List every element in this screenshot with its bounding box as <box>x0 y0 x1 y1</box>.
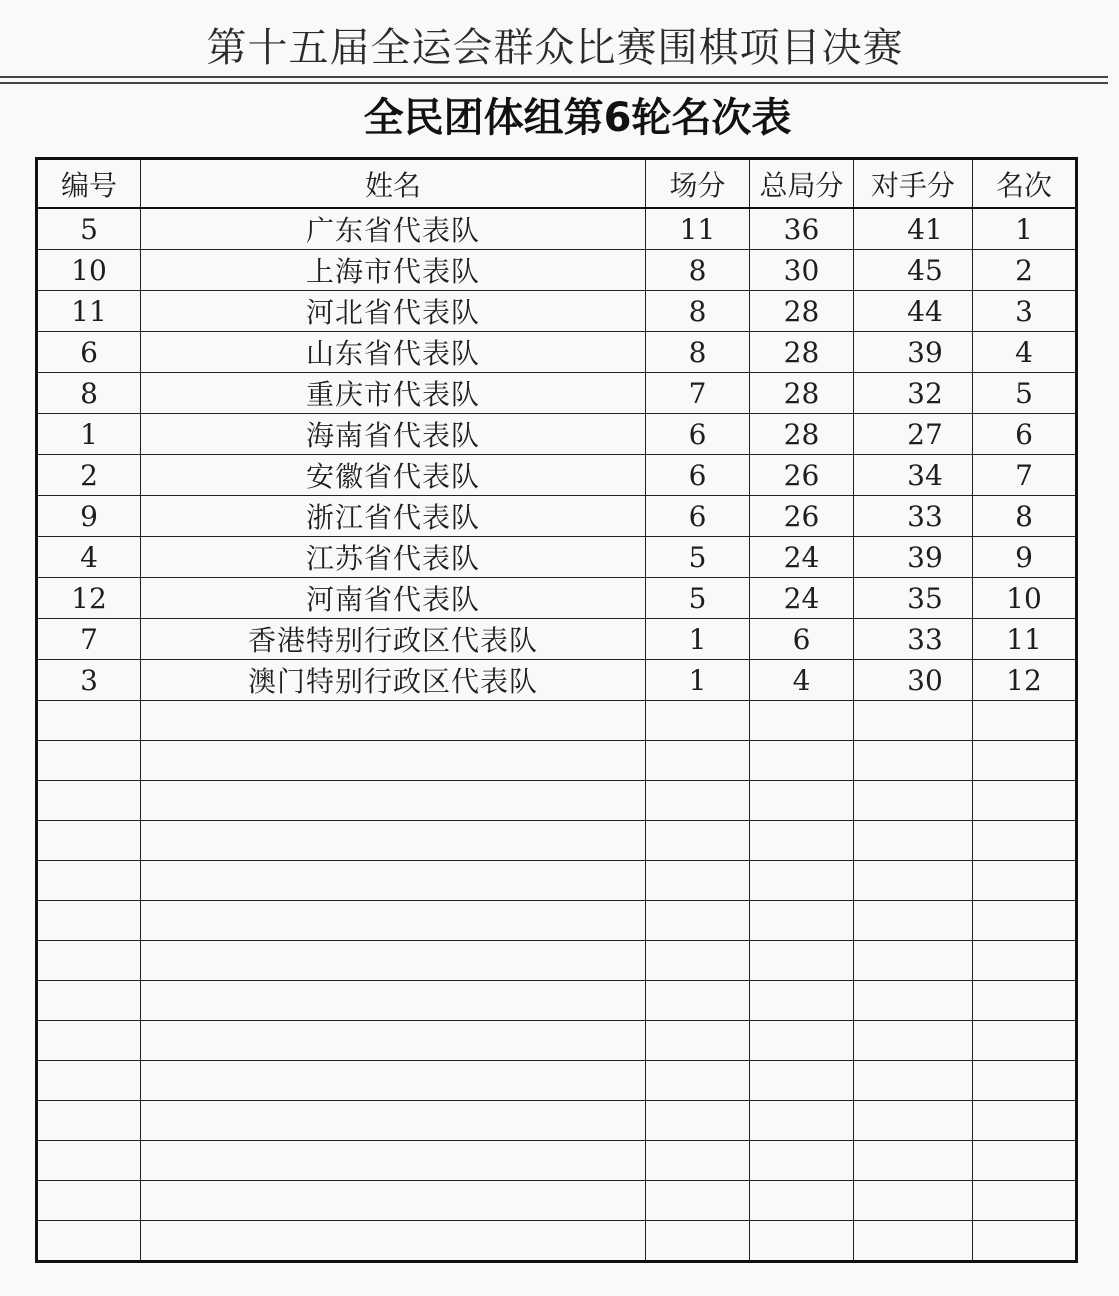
cell-game-points: 28 <box>750 332 854 373</box>
cell-rank: 11 <box>973 619 1077 660</box>
empty-cell <box>750 701 854 741</box>
empty-cell <box>646 1181 750 1221</box>
cell-game-points: 28 <box>750 291 854 332</box>
cell-match-points: 6 <box>646 414 750 455</box>
table-row <box>37 455 1077 496</box>
empty-cell <box>750 741 854 781</box>
cell-rank: 2 <box>973 250 1077 291</box>
cell-opponent-points: 34 <box>854 455 973 496</box>
empty-cell <box>646 741 750 781</box>
empty-cell <box>646 701 750 741</box>
empty-cell <box>854 1221 973 1262</box>
empty-row <box>37 861 1077 901</box>
empty-cell <box>37 861 141 901</box>
cell-number: 6 <box>37 332 141 373</box>
empty-cell <box>141 701 646 741</box>
empty-cell <box>750 1021 854 1061</box>
empty-row <box>37 941 1077 981</box>
empty-cell <box>750 781 854 821</box>
cell-rank: 7 <box>973 455 1077 496</box>
cell-opponent-points: 33 <box>854 496 973 537</box>
cell-number: 12 <box>37 578 141 619</box>
empty-cell <box>854 1181 973 1221</box>
cell-match-points: 1 <box>646 660 750 701</box>
empty-row <box>37 701 1077 741</box>
cell-match-points: 1 <box>646 619 750 660</box>
empty-cell <box>973 981 1077 1021</box>
empty-cell <box>141 1181 646 1221</box>
cell-rank: 1 <box>973 208 1077 250</box>
cell-game-points: 28 <box>750 373 854 414</box>
empty-cell <box>646 941 750 981</box>
cell-name: 江苏省代表队 <box>141 537 646 578</box>
table-row <box>37 291 1077 332</box>
cell-number: 11 <box>37 291 141 332</box>
empty-cell <box>973 1221 1077 1262</box>
column-header-match-points: 场分 <box>646 159 750 209</box>
cell-name: 澳门特别行政区代表队 <box>141 660 646 701</box>
empty-cell <box>646 1221 750 1262</box>
cell-name: 河南省代表队 <box>141 578 646 619</box>
cell-opponent-points: 30 <box>854 660 973 701</box>
cell-name: 山东省代表队 <box>141 332 646 373</box>
table-row <box>37 537 1077 578</box>
empty-cell <box>141 1101 646 1141</box>
empty-cell <box>854 861 973 901</box>
table-row <box>37 332 1077 373</box>
empty-row <box>37 741 1077 781</box>
empty-cell <box>37 821 141 861</box>
cell-game-points: 24 <box>750 537 854 578</box>
empty-cell <box>646 1101 750 1141</box>
empty-cell <box>37 701 141 741</box>
empty-cell <box>646 901 750 941</box>
cell-number: 3 <box>37 660 141 701</box>
empty-cell <box>646 1021 750 1061</box>
empty-cell <box>141 1221 646 1262</box>
standings-table <box>35 157 1078 1263</box>
cell-rank: 4 <box>973 332 1077 373</box>
cell-match-points: 5 <box>646 537 750 578</box>
empty-cell <box>646 861 750 901</box>
empty-cell <box>854 781 973 821</box>
cell-number: 4 <box>37 537 141 578</box>
empty-cell <box>141 1061 646 1101</box>
empty-cell <box>854 941 973 981</box>
empty-cell <box>854 901 973 941</box>
cell-match-points: 5 <box>646 578 750 619</box>
empty-cell <box>750 1061 854 1101</box>
empty-cell <box>37 981 141 1021</box>
empty-cell <box>973 781 1077 821</box>
empty-row <box>37 781 1077 821</box>
empty-cell <box>854 1021 973 1061</box>
cell-opponent-points: 45 <box>854 250 973 291</box>
empty-cell <box>37 781 141 821</box>
empty-cell <box>750 1221 854 1262</box>
cell-name: 重庆市代表队 <box>141 373 646 414</box>
empty-cell <box>37 1221 141 1262</box>
cell-number: 9 <box>37 496 141 537</box>
empty-cell <box>750 1101 854 1141</box>
empty-cell <box>750 981 854 1021</box>
cell-rank: 6 <box>973 414 1077 455</box>
empty-row <box>37 901 1077 941</box>
cell-name: 海南省代表队 <box>141 414 646 455</box>
empty-cell <box>854 1101 973 1141</box>
cell-opponent-points: 44 <box>854 291 973 332</box>
cell-rank: 10 <box>973 578 1077 619</box>
empty-cell <box>141 901 646 941</box>
empty-cell <box>37 941 141 981</box>
empty-cell <box>750 821 854 861</box>
cell-number: 8 <box>37 373 141 414</box>
empty-cell <box>854 821 973 861</box>
empty-row <box>37 1141 1077 1181</box>
table-row <box>37 208 1077 250</box>
empty-cell <box>37 1181 141 1221</box>
empty-cell <box>750 1141 854 1181</box>
empty-cell <box>973 1061 1077 1101</box>
cell-opponent-points: 41 <box>854 208 973 250</box>
table-row <box>37 414 1077 455</box>
cell-match-points: 8 <box>646 332 750 373</box>
empty-row <box>37 981 1077 1021</box>
empty-cell <box>37 1101 141 1141</box>
empty-cell <box>37 1141 141 1181</box>
cell-rank: 9 <box>973 537 1077 578</box>
cell-match-points: 11 <box>646 208 750 250</box>
empty-cell <box>646 1141 750 1181</box>
empty-cell <box>973 1141 1077 1181</box>
empty-cell <box>141 1021 646 1061</box>
cell-name: 上海市代表队 <box>141 250 646 291</box>
empty-cell <box>750 901 854 941</box>
empty-cell <box>37 901 141 941</box>
column-header-rank: 名次 <box>973 159 1077 209</box>
cell-game-points: 36 <box>750 208 854 250</box>
cell-name: 浙江省代表队 <box>141 496 646 537</box>
empty-cell <box>37 741 141 781</box>
column-header-number: 编号 <box>37 159 141 209</box>
empty-cell <box>854 701 973 741</box>
empty-row <box>37 1181 1077 1221</box>
title-divider-bottom <box>0 82 1108 84</box>
cell-match-points: 8 <box>646 291 750 332</box>
empty-cell <box>141 981 646 1021</box>
cell-name: 河北省代表队 <box>141 291 646 332</box>
empty-cell <box>973 701 1077 741</box>
cell-opponent-points: 39 <box>854 537 973 578</box>
empty-cell <box>973 1021 1077 1061</box>
empty-row <box>37 1021 1077 1061</box>
cell-game-points: 4 <box>750 660 854 701</box>
empty-cell <box>646 781 750 821</box>
empty-cell <box>854 1141 973 1181</box>
table-row <box>37 578 1077 619</box>
cell-opponent-points: 33 <box>854 619 973 660</box>
table-row <box>37 373 1077 414</box>
empty-cell <box>750 941 854 981</box>
empty-cell <box>973 901 1077 941</box>
empty-row <box>37 1101 1077 1141</box>
table-row <box>37 619 1077 660</box>
empty-cell <box>141 1141 646 1181</box>
cell-rank: 5 <box>973 373 1077 414</box>
cell-opponent-points: 32 <box>854 373 973 414</box>
empty-cell <box>854 741 973 781</box>
column-header-game-points: 总局分 <box>750 159 854 209</box>
header-row <box>37 159 1077 209</box>
table-title: 全民团体组第6轮名次表 <box>363 95 792 141</box>
empty-cell <box>646 981 750 1021</box>
cell-rank: 12 <box>973 660 1077 701</box>
cell-game-points: 30 <box>750 250 854 291</box>
cell-rank: 3 <box>973 291 1077 332</box>
cell-game-points: 6 <box>750 619 854 660</box>
cell-number: 1 <box>37 414 141 455</box>
table-row <box>37 250 1077 291</box>
cell-game-points: 26 <box>750 496 854 537</box>
empty-row <box>37 821 1077 861</box>
empty-cell <box>854 1061 973 1101</box>
cell-match-points: 7 <box>646 373 750 414</box>
empty-cell <box>646 821 750 861</box>
empty-cell <box>750 1181 854 1221</box>
cell-opponent-points: 39 <box>854 332 973 373</box>
empty-cell <box>141 781 646 821</box>
cell-number: 7 <box>37 619 141 660</box>
cell-opponent-points: 27 <box>854 414 973 455</box>
empty-cell <box>973 741 1077 781</box>
cell-opponent-points: 35 <box>854 578 973 619</box>
empty-cell <box>973 821 1077 861</box>
cell-name: 香港特别行政区代表队 <box>141 619 646 660</box>
cell-number: 5 <box>37 208 141 250</box>
empty-cell <box>973 861 1077 901</box>
cell-match-points: 6 <box>646 496 750 537</box>
empty-cell <box>141 861 646 901</box>
cell-game-points: 24 <box>750 578 854 619</box>
empty-cell <box>750 861 854 901</box>
empty-cell <box>646 1061 750 1101</box>
empty-cell <box>141 941 646 981</box>
cell-number: 10 <box>37 250 141 291</box>
empty-cell <box>973 941 1077 981</box>
table-body <box>37 208 1077 1262</box>
column-header-opponent-points: 对手分 <box>854 159 973 209</box>
empty-row <box>37 1221 1077 1262</box>
title-divider-top <box>0 76 1108 78</box>
cell-match-points: 8 <box>646 250 750 291</box>
empty-row <box>37 1061 1077 1101</box>
event-title: 第十五届全运会群众比赛围棋项目决赛 <box>206 25 904 71</box>
cell-rank: 8 <box>973 496 1077 537</box>
empty-cell <box>854 981 973 1021</box>
empty-cell <box>141 821 646 861</box>
cell-number: 2 <box>37 455 141 496</box>
empty-cell <box>973 1181 1077 1221</box>
cell-game-points: 28 <box>750 414 854 455</box>
empty-cell <box>973 1101 1077 1141</box>
empty-cell <box>141 741 646 781</box>
cell-game-points: 26 <box>750 455 854 496</box>
cell-name: 广东省代表队 <box>141 208 646 250</box>
table-row <box>37 660 1077 701</box>
cell-name: 安徽省代表队 <box>141 455 646 496</box>
table-row <box>37 496 1077 537</box>
empty-cell <box>37 1061 141 1101</box>
column-header-name: 姓名 <box>141 159 646 209</box>
cell-match-points: 6 <box>646 455 750 496</box>
empty-cell <box>37 1021 141 1061</box>
